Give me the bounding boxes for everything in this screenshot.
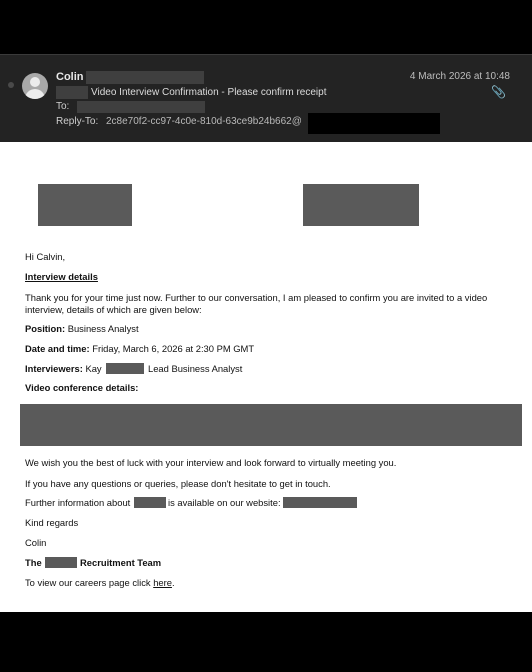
reply-to-label: Reply-To:: [56, 116, 99, 127]
reply-to-address: 2c8e70f2-cc97-4c0e-810d-63ce9b24b662@: [106, 116, 302, 127]
to-label: To:: [56, 101, 70, 112]
questions-line: If you have any questions or queries, please don't hesitate to get in touch.: [25, 478, 331, 489]
datetime-value: Friday, March 6, 2026 at 2:30 PM GMT: [92, 343, 255, 354]
team-a: The: [25, 557, 42, 568]
careers-text: To view our careers page click: [25, 577, 151, 588]
greeting: Hi Calvin,: [25, 251, 66, 262]
intro-line-2: interview, details of which are given below:: [25, 304, 202, 315]
redacted-conference-details: [20, 404, 522, 446]
email-header: [0, 54, 532, 143]
redacted-team-company: [45, 557, 77, 568]
position-row: [25, 323, 139, 334]
signature-name: Colin: [25, 537, 47, 548]
email-body: [0, 142, 532, 612]
interviewers-row: [25, 363, 102, 374]
section-title: Interview details: [25, 271, 98, 282]
regards: Kind regards: [25, 517, 79, 528]
sender-name: Colin: [56, 71, 84, 83]
redacted-website[interactable]: [283, 497, 357, 508]
bottom-bar: [0, 612, 532, 672]
paperclip-icon[interactable]: 📎: [491, 85, 506, 99]
team-b: Recruitment Team: [80, 557, 162, 568]
datetime-label: Date and time:: [25, 343, 90, 354]
conference-label: Video conference details:: [25, 382, 139, 393]
redacted-logo-left: [38, 184, 132, 226]
email-subject: Video Interview Confirmation - Please confirm receipt: [91, 87, 327, 98]
interviewers-label: Interviewers:: [25, 363, 83, 374]
redacted-logo-right: [303, 184, 419, 226]
redacted-reply-domain: [308, 113, 440, 134]
further-info-b: is available on our website:: [168, 497, 281, 508]
redacted-interviewer: [106, 363, 144, 374]
position-label: Position:: [25, 323, 66, 334]
wish-line: We wish you the best of luck with your interview and look forward to virtually meeting you.: [25, 457, 397, 468]
interviewers-first: Kay: [85, 363, 102, 374]
unread-dot-icon: [8, 82, 14, 88]
redacted-company: [134, 497, 166, 508]
interviewers-role: Lead Business Analyst: [148, 363, 243, 374]
further-info-a: Further information about: [25, 497, 131, 508]
datetime-row: [25, 343, 254, 354]
careers-end: .: [171, 577, 175, 588]
redacted-subject-prefix: [56, 86, 88, 99]
redacted-recipient: [77, 101, 205, 113]
avatar-icon: [22, 73, 48, 99]
careers-link[interactable]: here: [153, 577, 172, 588]
intro-line-1: Thank you for your time just now. Further to our conversation, I am pleased to confirm you are invited to a video: [25, 292, 488, 303]
redacted-sender: [86, 71, 204, 84]
position-value: Business Analyst: [67, 323, 139, 334]
careers-row: [25, 577, 175, 588]
email-date: 4 March 2026 at 10:48: [409, 71, 510, 82]
